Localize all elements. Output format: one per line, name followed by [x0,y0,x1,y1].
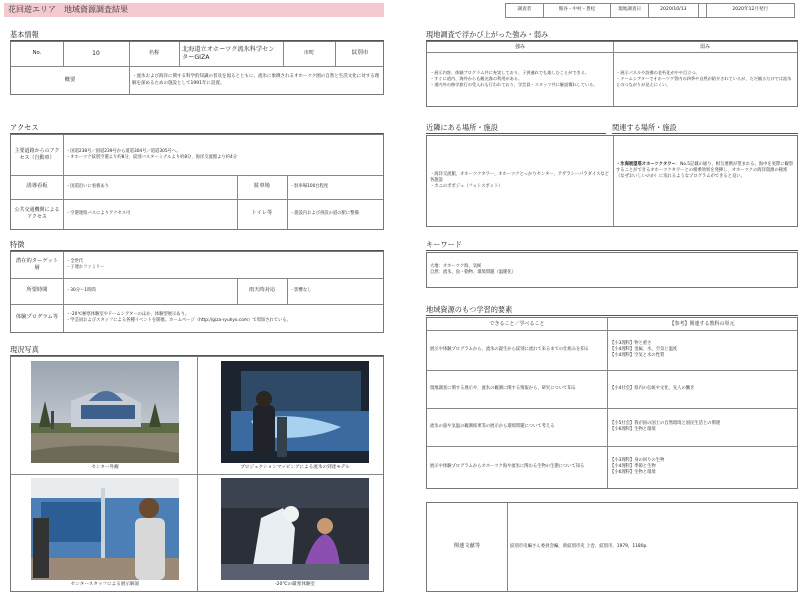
meta-value-issue: 2020年12月発行 [732,7,769,13]
rain-label: 雨天時対応 [248,287,276,294]
related-value: ：No.5記載の通り、相互連携が望まれる。海中を実際に観察することができるオホーツクタワーとの相乗効果を発揮し、オホーツクの海洋資源の秘密（なぜおいしいのか）に迫れるようなプログラムができると良い。 [616,162,794,179]
access-table [10,134,384,230]
photos-panel [10,356,384,592]
summary-label: 概要 [64,76,76,83]
sign-value: ・国道沿いに看板あり [66,184,109,190]
strong-header: 強み [514,43,525,50]
related-block [613,136,797,226]
references-label: 関連文献等 [453,543,481,550]
meta-value-surveyor: 熊谷・中村・豊松 [544,4,612,17]
meta-label-date: 現地調査日 [611,4,649,17]
caption-projection: プロジェクションマッピングによる流氷の到達モデル [240,465,350,470]
nearby-related-table [426,135,798,227]
weak-value: ・展示パネルや設備の老朽化がやや目立つ。 ・ドームシアターでオホーツク管内の四季や自然が紹介されているが、ただ観るだけでは流氷とのつながりが見えにくい。 [616,70,792,87]
toilet-value: ・施設内および併設の道の駅に整備 [290,211,359,217]
learning-table [426,317,798,489]
transit-value: ・空港連絡バスによりアクセス可 [66,211,131,217]
rain-value: ・影響なし [290,288,312,294]
photo-cold-room [221,478,369,580]
references-table [426,502,798,592]
section-title-photos: 現況写真 [10,345,384,356]
learning-col2-header: 【参考】関連する教科の単元 [669,320,735,327]
nearby-value: ・海洋交流館、オホーツクタワー、オホーツクとっかりセンター、アザラシーパラダイスなど各施設 ・カニのポポジェ（フォトスポット） [430,172,609,189]
no-value: 10 [92,49,100,57]
meta-label-surveyor: 調査者 [506,4,544,17]
section-title-related: 関連する場所・施設 [612,123,798,134]
learning-row-4-can: 展示や体験プログラムからオホーツク海や流氷に関わる生物の生態について知る [430,464,585,470]
weak-header: 弱み [699,43,710,50]
section-title-nearby: 近隣にある場所・施設 [426,123,606,134]
city-label: 市町 [303,50,315,57]
learning-row-3-ref: 【小5社会】我が国の国土の自然環境と国民生活との関連 【小6理科】生物と環境 [610,421,721,432]
target-value: ・全世代 ・子連れファミリー [66,259,105,270]
parking-value: ・駐車場100台程度 [290,184,329,190]
section-title-learning: 地域資源のもつ学習的要素 [426,305,798,316]
caption-cold-room: -20℃の厳寒体験室 [274,582,316,587]
toilet-label: トイレ等 [251,210,273,217]
summary-value: ・流氷および海洋に関する科学的知識の普及を図るとともに、流氷に象徴されるオホーツク圏の自然と生活文化に対する理解を深めるための施設として1991年に設置。 [132,74,380,86]
caption-exterior: センター外観 [91,465,119,470]
basic-info-table [10,41,384,95]
city-value: 紋別市 [351,50,369,57]
meta-value-date: 2020/10/13 [649,4,699,17]
references-value: 紋別市史編さん委員会編，新紋別市史 上巻，紋別市，1979，1180p. [510,544,648,550]
transit-label: 公共交通機関によるアクセス [14,207,60,220]
name-value: 北海道立オホーツク流氷科学センターGIZA [182,45,275,61]
time-value: ・30分〜1時間 [66,288,96,294]
keywords-value: 大地：オホーツク海、気候 自然：流氷、魚・動物、環境問題（温暖化） [430,264,516,275]
sign-label: 誘導看板 [26,183,48,190]
no-label: No. [32,50,42,57]
learning-col1-header: できること／学べること [489,320,545,327]
road-access-value: ・国道238号／国道239号から道道304号／道道305号へ。 ・オホーツク紋別空港より約8分、紋別バスターミナルより約8分、海洋交流館より約4分 [66,149,238,160]
learning-row-2-can: 現地調査に関する展示や、流氷の観測に関する情報から、研究について知る [430,386,576,392]
program-value: ・-20℃極寒体験室やドームシアターのほか、体験型展示あり。 ・学芸員およびスタッフによる各種イベントを開催。ホームページ（http://giza-ryuhyo.com）で周知されている。 [66,312,292,323]
learning-row-1-can: 展示や体験プログラムから、流氷の誕生から紋別に流れて来るまでの仕組みを知る [430,347,589,353]
caption-staff: センタースタッフによる展示解説 [70,582,140,587]
features-table [10,251,384,333]
section-title-basic: 基本情報 [10,30,384,41]
target-label: 潜在的ターゲット層 [15,257,59,271]
time-label: 所要時間 [26,287,48,294]
learning-row-3-can: 流氷の量や気温の観測結果等の展示から環境問題について考える [430,424,555,430]
parking-label: 駐車場 [254,183,270,190]
section-title-access: アクセス [10,123,384,134]
program-label: 体験プログラム等 [15,314,59,321]
photo-projection [221,361,369,463]
page-title: 花回遊エリア 地域資源調査結果 [4,3,384,17]
section-title-features: 特徴 [10,240,384,251]
strong-value: ・展示内容、体験プログラム共に充実しており、子供連れでも楽しむことができる。 ・すぐに道内、海外からも観光客の利用がある。 ・道内外の修学旅行の受入れも行われており、学芸員・スタッフ共に解説慣れしている。 [430,70,598,87]
related-name: ・氷海展望塔オホーツクタワー [616,162,676,167]
section-title-strengths: 現地調査で浮かび上がった強み・弱み [426,30,798,41]
meta-label-empty [699,4,707,17]
section-title-keywords: キーワード [426,240,798,251]
keywords-table [426,252,798,288]
name-label: 名称 [148,50,160,57]
learning-row-4-ref: 【小3理科】身の回りの生物 【小4理科】季節と生物 【小6理科】生物と環境 [610,458,665,475]
road-access-label: 主要道路からのアクセス（自動車） [14,148,60,161]
photo-exterior [31,361,179,463]
learning-row-1-ref: 【小3理科】物と重さ 【小4理科】金属、水、空気と温度 【小4理科】空気と水の性質 [610,341,678,358]
meta-table [505,3,795,18]
strengths-table [426,41,798,107]
learning-row-2-ref: 【小4社会】県内の伝統や文化、先人の働き [610,386,695,392]
photo-staff [31,478,179,580]
